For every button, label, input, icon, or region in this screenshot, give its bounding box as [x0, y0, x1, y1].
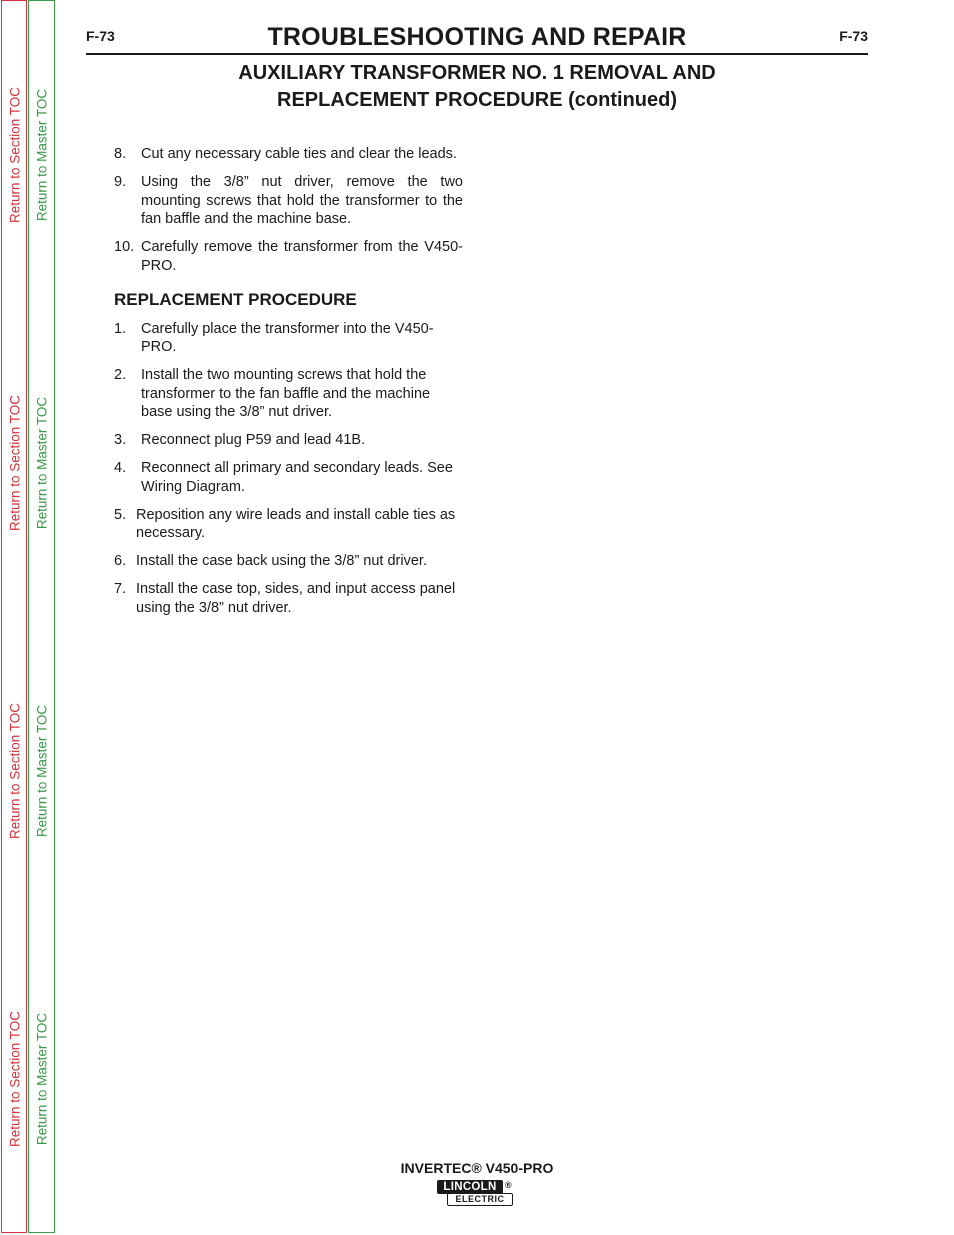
step-number: 3.: [114, 432, 127, 448]
return-to-master-toc-link[interactable]: Return to Master TOC: [34, 396, 50, 530]
procedure-column: [114, 145, 463, 627]
return-to-section-toc-link[interactable]: Return to Section TOC: [7, 86, 23, 224]
return-to-master-toc-link[interactable]: Return to Master TOC: [34, 88, 50, 222]
page-number-left: F-73: [86, 28, 115, 44]
step-text: Cut any necessary cable ties and clear the leads.: [141, 146, 457, 162]
replacement-step: [114, 580, 463, 617]
section-toc-sidebar: [1, 0, 27, 1233]
master-toc-sidebar: [28, 0, 55, 1233]
step-text: Install the case back using the 3/8” nut driver.: [136, 553, 427, 569]
replacement-step: [114, 552, 463, 571]
step-text: Install the two mounting screws that hold the transformer to the fan baffle and the machine base using the 3/8” nut driver.: [141, 367, 431, 420]
replacement-step: [114, 506, 463, 543]
return-to-section-toc-link[interactable]: Return to Section TOC: [7, 702, 23, 840]
replacement-heading: REPLACEMENT PROCEDURE: [114, 290, 357, 309]
step-text: Carefully remove the transformer from the V450-PRO.: [141, 239, 463, 274]
logo-lincoln-text: LINCOLN: [437, 1180, 503, 1194]
step-number: 1.: [114, 320, 127, 337]
step-text: Carefully place the transformer into the V450-PRO.: [141, 320, 434, 355]
step-number: 2.: [114, 367, 127, 383]
step-text: Install the case top, sides, and input access panel using the 3/8” nut driver.: [136, 581, 456, 616]
removal-step: [114, 145, 463, 164]
lincoln-electric-logo: [437, 1180, 517, 1208]
procedure-title-line1: AUXILIARY TRANSFORMER NO. 1 REMOVAL AND: [238, 62, 716, 84]
logo-registered-mark: ®: [505, 1180, 512, 1190]
step-number: 8.: [114, 146, 127, 162]
header-divider: [86, 53, 868, 55]
replacement-step: [114, 459, 463, 496]
step-text: Reconnect all primary and secondary leads. See Wiring Diagram.: [141, 460, 453, 495]
step-number: 5.: [114, 506, 127, 523]
replacement-step: [114, 431, 463, 450]
removal-step: [114, 173, 463, 229]
step-text: Using the 3/8” nut driver, remove the two mounting screws that hold the transformer to the fan baffle and the machine base.: [141, 174, 463, 227]
footer-model-name: INVERTEC® V450-PRO: [400, 1160, 554, 1176]
page-title: TROUBLESHOOTING AND REPAIR: [267, 23, 687, 51]
step-number: 9.: [114, 174, 127, 190]
removal-step: [114, 238, 463, 275]
page-number-right: F-73: [839, 28, 868, 44]
step-text: Reposition any wire leads and install cable ties as necessary.: [136, 506, 456, 541]
procedure-title: [86, 60, 868, 114]
procedure-title-line2: REPLACEMENT PROCEDURE (continued): [277, 89, 677, 111]
logo-electric-text: ELECTRIC: [447, 1193, 513, 1206]
step-number: 7.: [114, 581, 127, 597]
step-text: Reconnect plug P59 and lead 41B.: [141, 432, 366, 448]
return-to-section-toc-link[interactable]: Return to Section TOC: [7, 394, 23, 532]
step-number: 4.: [114, 460, 127, 476]
return-to-section-toc-link[interactable]: Return to Section TOC: [7, 1010, 23, 1148]
step-number: 6.: [114, 553, 127, 569]
return-to-master-toc-link[interactable]: Return to Master TOC: [34, 1012, 50, 1146]
replacement-step: [114, 366, 463, 422]
step-number: 10.: [114, 239, 135, 255]
replacement-step: [114, 320, 463, 357]
return-to-master-toc-link[interactable]: Return to Master TOC: [34, 704, 50, 838]
